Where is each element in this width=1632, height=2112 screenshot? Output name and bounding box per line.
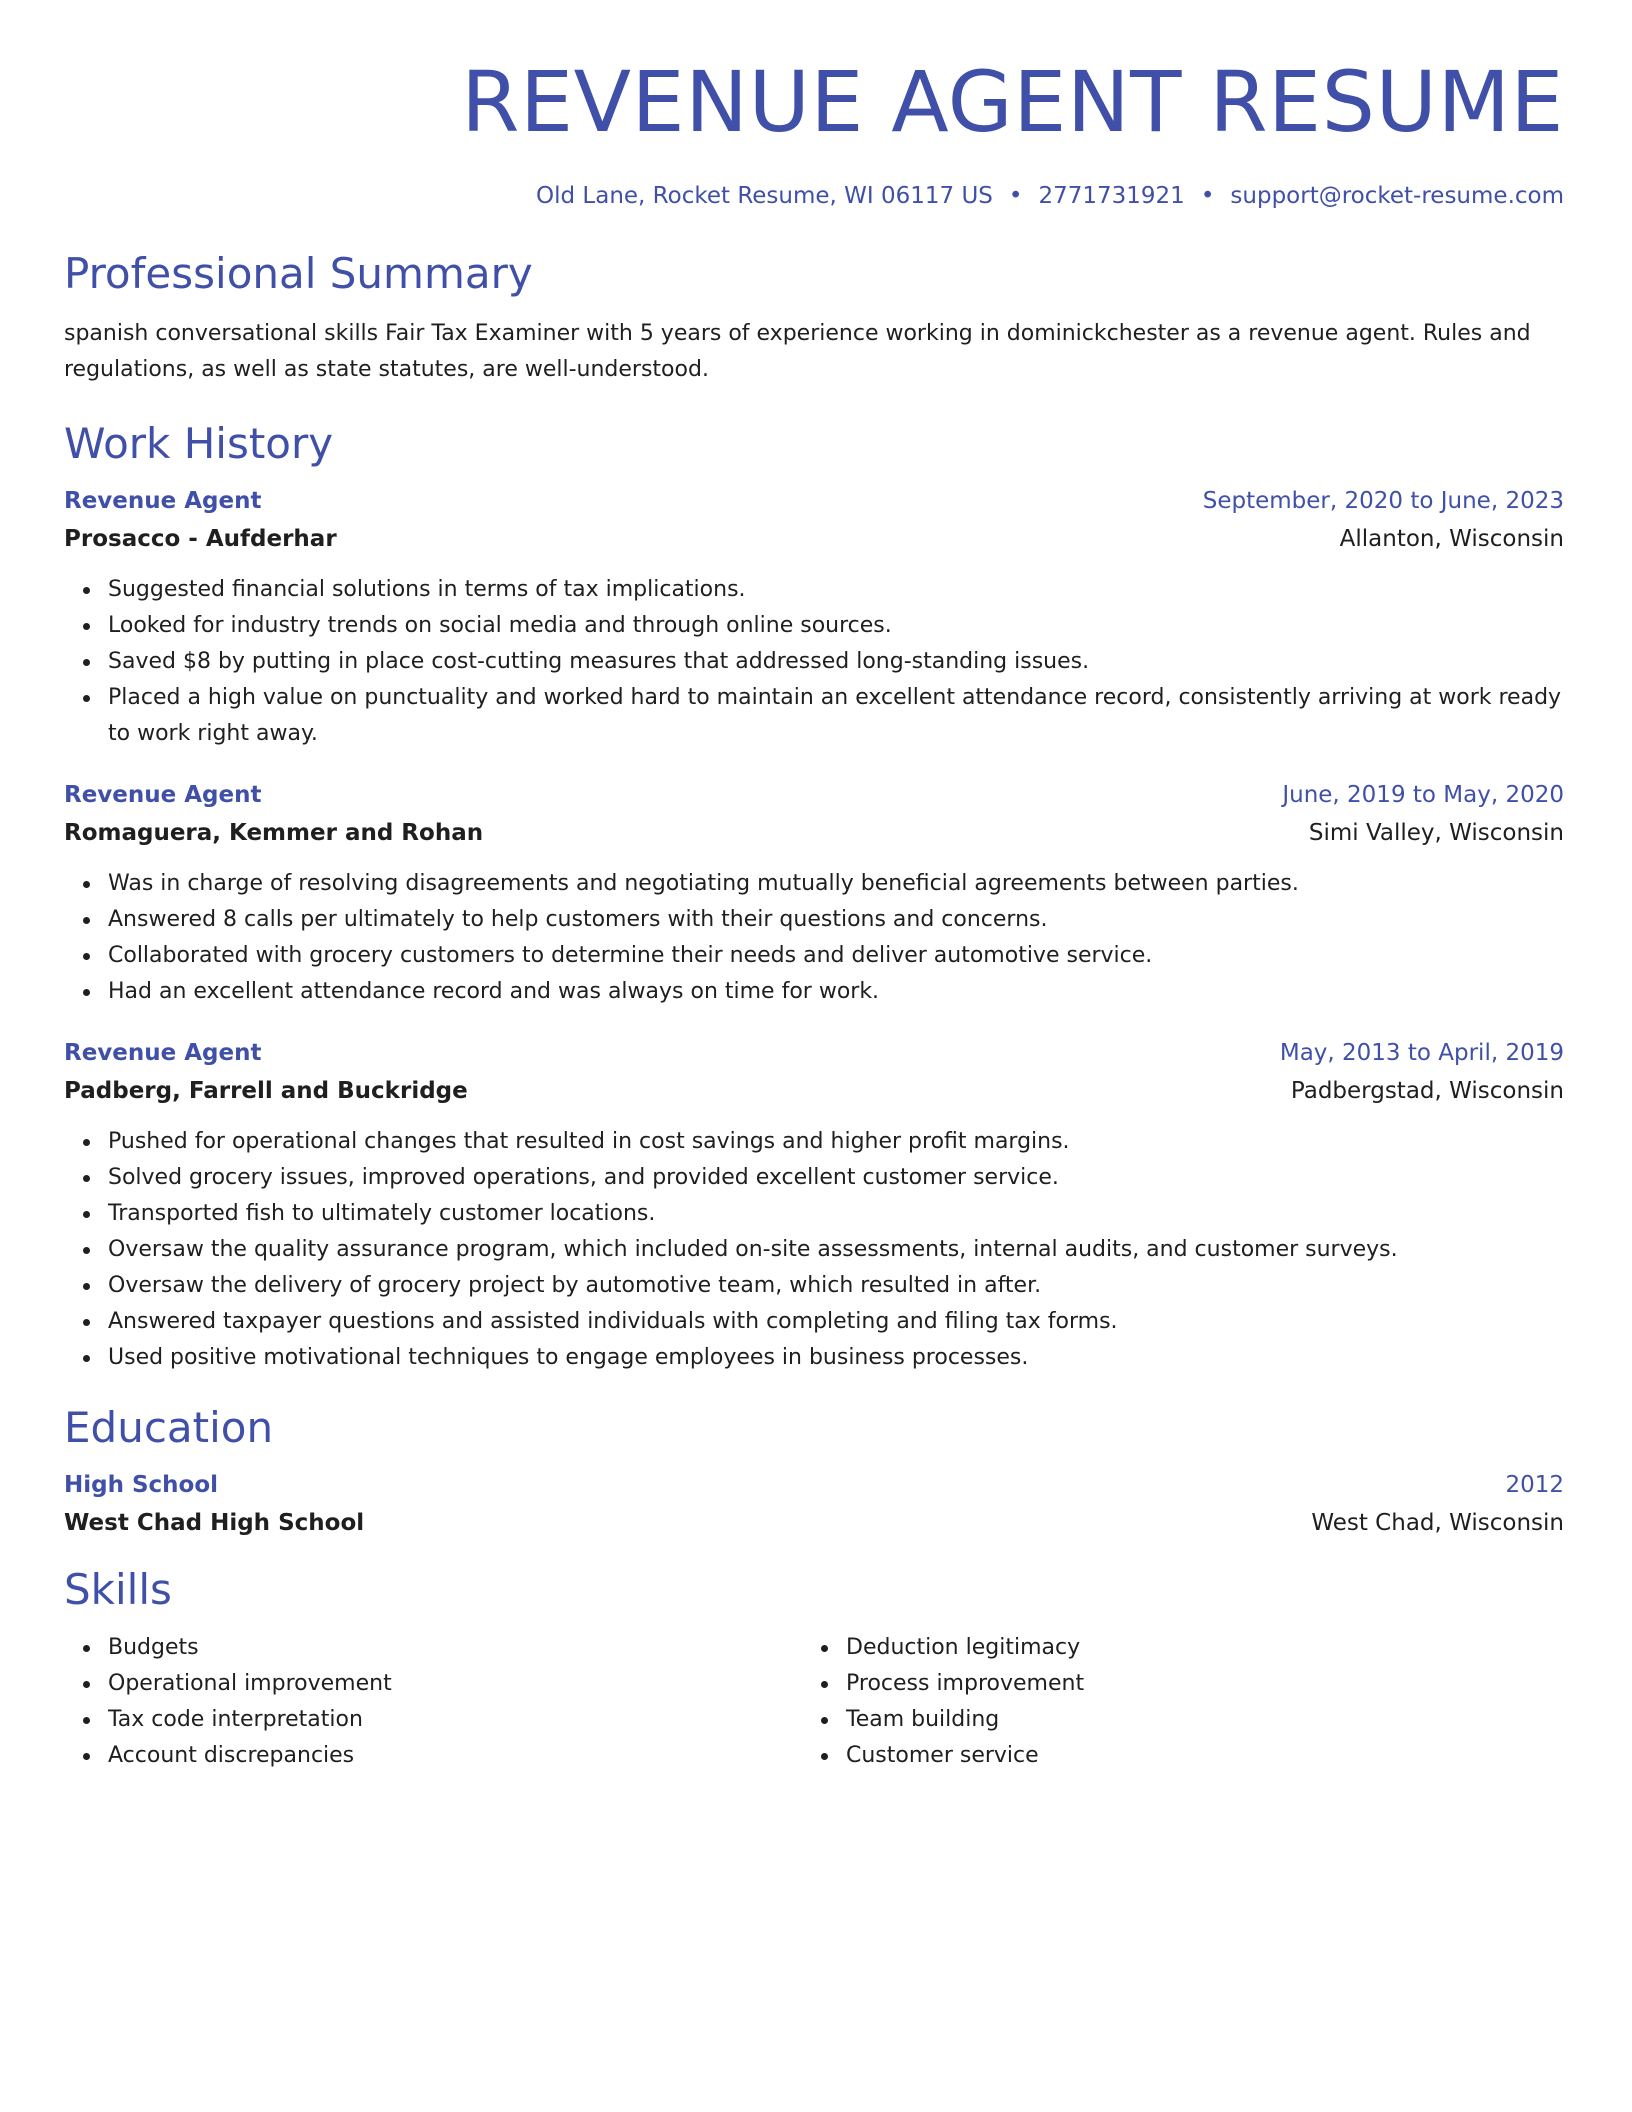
job-company: Padberg, Farrell and Buckridge [64,1078,468,1104]
education-entry [64,1466,1564,1542]
summary-text: spanish conversational skills Fair Tax Examiner with 5 years of experience working in dominickchester as a revenue agent. Rules and regulations, as well as state statutes, are well-understood. [64,321,1531,382]
job-bullet: Oversaw the delivery of grocery project by automotive team, which resulted in after. [108,1268,1564,1304]
skill-item: Customer service [846,1738,1540,1774]
skills-heading: Skills [64,1565,172,1614]
skills-list-right [802,1630,1540,1774]
resume-header [64,52,1564,212]
job-bullet: Pushed for operational changes that resulted in cost savings and higher profit margins. [108,1124,1564,1160]
job-dates: September, 2020 to June, 2023 [1202,488,1564,514]
skills-grid [64,1630,1564,1774]
job-role: Revenue Agent [64,488,262,514]
job-header-row [64,1034,1564,1072]
job-company: Romaguera, Kemmer and Rohan [64,820,484,846]
skill-item: Budgets [108,1630,802,1666]
contact-line [64,180,1564,212]
work-history-section [64,418,1564,1376]
job-bullet: Answered 8 calls per ultimately to help customers with their questions and concerns. [108,902,1564,938]
education-school: West Chad High School [64,1510,365,1536]
job-bullet: Solved grocery issues, improved operations, and provided excellent customer service. [108,1160,1564,1196]
skill-item: Process improvement [846,1666,1540,1702]
job-bullet: Saved $8 by putting in place cost-cutting measures that addressed long-standing issues. [108,644,1564,680]
job-bullet: Transported fish to ultimately customer locations. [108,1196,1564,1232]
job-bullet: Answered taxpayer questions and assisted individuals with completing and filing tax forms. [108,1304,1564,1340]
skills-section [64,1564,1564,1774]
contact-email[interactable]: support@rocket-resume.com [1230,183,1564,209]
job-bullets [64,1124,1564,1376]
job-location: Allanton, Wisconsin [1339,526,1564,552]
summary-section [64,248,1564,388]
education-year: 2012 [1505,1472,1564,1498]
job-company-row [64,814,1564,852]
job-dates: June, 2019 to May, 2020 [1282,782,1564,808]
skill-item: Deduction legitimacy [846,1630,1540,1666]
job-bullets [64,572,1564,752]
job-location: Padbergstad, Wisconsin [1290,1078,1564,1104]
education-degree: High School [64,1472,219,1498]
job-role: Revenue Agent [64,1040,262,1066]
skill-item: Operational improvement [108,1666,802,1702]
job-header-row [64,482,1564,520]
job-bullets [64,866,1564,1010]
job-bullet: Collaborated with grocery customers to determine their needs and deliver automotive service. [108,938,1564,974]
job-entry [64,482,1564,752]
job-bullet: Oversaw the quality assurance program, which included on-site assessments, internal audits, and customer surveys. [108,1232,1564,1268]
education-school-row [64,1504,1564,1542]
skill-item: Account discrepancies [108,1738,802,1774]
education-location: West Chad, Wisconsin [1311,1510,1564,1536]
job-bullet: Placed a high value on punctuality and worked hard to maintain an excellent attendance record, consistently arriving at work ready to work right away. [108,680,1564,752]
skills-list-left [64,1630,802,1774]
job-company-row [64,520,1564,558]
job-header-row [64,776,1564,814]
job-company-row [64,1072,1564,1110]
summary-heading: Professional Summary [64,249,533,298]
contact-separator: • [1008,183,1023,209]
job-bullet: Looked for industry trends on social media and through online sources. [108,608,1564,644]
job-entry [64,1034,1564,1376]
contact-separator: • [1200,183,1215,209]
job-bullet: Was in charge of resolving disagreements and negotiating mutually beneficial agreements between parties. [108,866,1564,902]
contact-phone: 2771731921 [1038,183,1185,209]
job-dates: May, 2013 to April, 2019 [1279,1040,1564,1066]
education-heading: Education [64,1403,274,1452]
resume-title: REVENUE AGENT RESUME [461,53,1564,151]
job-location: Simi Valley, Wisconsin [1308,820,1564,846]
job-bullet: Used positive motivational techniques to engage employees in business processes. [108,1340,1564,1376]
education-header-row [64,1466,1564,1504]
job-entry [64,776,1564,1010]
skill-item: Tax code interpretation [108,1702,802,1738]
job-bullet: Had an excellent attendance record and was always on time for work. [108,974,1564,1010]
job-role: Revenue Agent [64,782,262,808]
education-section [64,1402,1564,1542]
skill-item: Team building [846,1702,1540,1738]
work-history-heading: Work History [64,419,334,468]
job-company: Prosacco - Aufderhar [64,526,337,552]
contact-address: Old Lane, Rocket Resume, WI 06117 US [536,183,993,209]
job-bullet: Suggested financial solutions in terms of tax implications. [108,572,1564,608]
